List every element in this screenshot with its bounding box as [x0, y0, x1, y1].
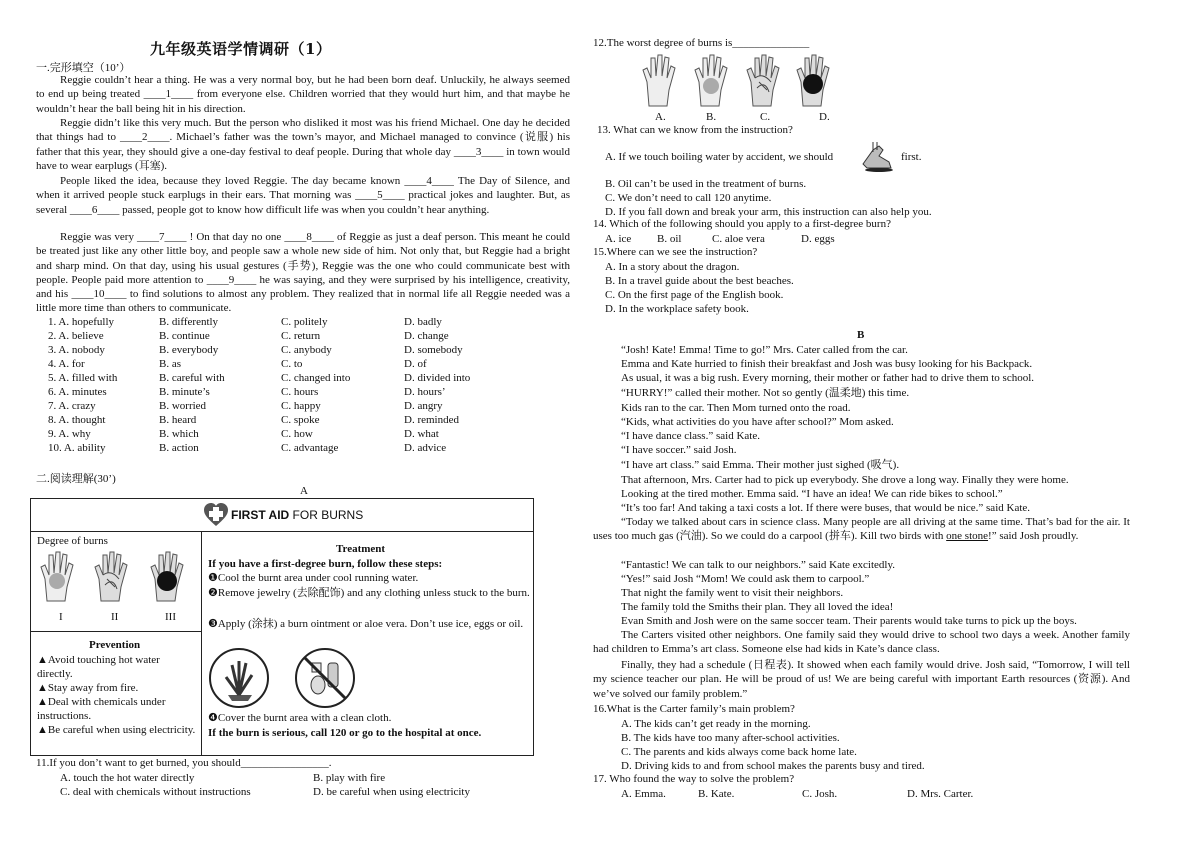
q17-option-a: A. Emma. [621, 788, 666, 800]
q13-option-c: C. We don’t need to call 120 anytime. [605, 192, 772, 204]
option-10d: D. advice [404, 442, 447, 454]
part-a-label: A [300, 485, 308, 497]
treatment-cell [202, 531, 533, 755]
story-b-line-10: That afternoon, Mrs. Carter had to pick up everybody. She drove a long way. Finally they were home. [621, 474, 1069, 486]
option-6a: 6. A. minutes [48, 386, 107, 398]
story-b-line-17: Evan Smith and Josh were on the same soccer team. Their parents would take turns to pick up the boys. [621, 615, 1077, 627]
q11-option-b: B. play with fire [313, 772, 386, 784]
treatment-step-3: ❸Apply (涂抹) a burn ointment or aloe vera. Don’t use ice, eggs or oil. [208, 618, 524, 630]
option-3d: D. somebody [404, 344, 463, 356]
q13-option-a-end: first. [901, 151, 922, 163]
q12-label-a: A. [655, 111, 666, 123]
degree-cell [31, 531, 202, 632]
option-3b: B. everybody [159, 344, 219, 356]
q12-label-d: D. [819, 111, 830, 123]
q17-option-b: B. Kate. [698, 788, 735, 800]
q16-option-d: D. Driving kids to and from school makes the parents busy and tired. [621, 760, 925, 772]
first-aid-cross-icon [203, 502, 229, 528]
story-b-line-2: Emma and Kate hurried to finish their breakfast and Josh was busy looking for his Backpack. [621, 358, 1033, 370]
story-b-line-14: “Yes!” said Josh “Mom! We could ask them to carpool.” [621, 573, 870, 585]
option-9b: B. which [159, 428, 199, 440]
q12-label-b: B. [706, 111, 717, 123]
option-6b: B. minute’s [159, 386, 210, 398]
q12-label-c: C. [760, 111, 771, 123]
q15-option-d: D. In the workplace safety book. [605, 303, 749, 315]
treatment-step-4: ❹Cover the burnt area with a clean cloth. [208, 712, 392, 724]
story-b-paragraph-schedule: Finally, they had a schedule (日程表). It showed when each family would drive. Josh said, “Tomorrow, I will tell my science teacher our plan. He will be proud of us! We are being careful with important Earth resources (资源). And we’ve solved our family problem.” [593, 659, 1130, 700]
first-aid-header [31, 499, 533, 532]
option-5d: D. divided into [404, 372, 471, 384]
option-5c: C. changed into [281, 372, 351, 384]
prevention-item-1: ▲Avoid touching hot water directly. [37, 654, 160, 680]
q17-option-d: D. Mrs. Carter. [907, 788, 974, 800]
degree-ii: II [111, 611, 119, 623]
q17-stem: 17. Who found the way to solve the problem? [593, 773, 795, 785]
aloe-vera-icon [208, 647, 270, 709]
part-b-label: B [857, 329, 865, 341]
option-7b: B. worried [159, 400, 207, 412]
degree-label: Degree of burns [37, 535, 108, 547]
option-4b: B. as [159, 358, 181, 370]
q14-option-c: C. aloe vera [712, 233, 765, 245]
option-2c: C. return [281, 330, 321, 342]
option-4d: D. of [404, 358, 427, 370]
running-water-hand-icon [859, 142, 895, 172]
option-5a: 5. A. filled with [48, 372, 118, 384]
option-2d: D. change [404, 330, 449, 342]
story-b-line-12: “It’s too far! And taking a taxi costs a lot. If there were buses, that would be nice.” said Kate. [621, 502, 1031, 514]
q11-option-c: C. deal with chemicals without instructions [60, 786, 251, 798]
prevention-item-3: ▲Deal with chemicals under instructions. [37, 696, 166, 722]
option-3c: C. anybody [281, 344, 332, 356]
option-2a: 2. A. believe [48, 330, 104, 342]
q13-option-b: B. Oil can’t be used in the treatment of burns. [605, 178, 807, 190]
q12-stem: 12.The worst degree of burns is______________ [593, 37, 810, 49]
q16-option-a: A. The kids can’t get ready in the morning. [621, 718, 811, 730]
option-7d: D. angry [404, 400, 443, 412]
page-title: 九年级英语学情调研（1） [150, 40, 332, 58]
option-4c: C. to [281, 358, 303, 370]
story-b-line-6: “Kids, what activities do you have after school?” Mom asked. [621, 416, 894, 428]
option-8c: C. spoke [281, 414, 320, 426]
option-7a: 7. A. crazy [48, 400, 96, 412]
q11-option-d: D. be careful when using electricity [313, 786, 470, 798]
q15-stem: 15.Where can we see the instruction? [593, 246, 758, 258]
option-6c: C. hours [281, 386, 319, 398]
treatment-title: Treatment [336, 543, 386, 555]
story-b-line-4: “HURRY!” called their mother. Not so gently (温柔地) this time. [621, 387, 910, 399]
story-b-line-1: “Josh! Kate! Emma! Time to go!” Mrs. Cater called from the car. [621, 344, 908, 356]
option-9d: D. what [404, 428, 439, 440]
story-b-paragraph-neighbors: The Carters visited other neighbors. One family said they would drive to school two days a week. Another family had children to Emma’s art class. Someone else had kids in Kate’s dance class. [593, 629, 1130, 656]
option-10a: 10. A. ability [48, 442, 106, 454]
treatment-serious: If the burn is serious, call 120 or go to the hospital at once. [208, 727, 482, 739]
q14-option-a: A. ice [605, 233, 632, 245]
treatment-intro: If you have a first-degree burn, follow these steps: [208, 558, 443, 570]
option-1c: C. politely [281, 316, 328, 328]
hand-degree-1-icon [39, 549, 79, 603]
hand-degree-2-icon [93, 549, 133, 603]
treatment-step-2: ❷Remove jewelry (去除配饰) and any clothing unless stuck to the burn. [208, 587, 530, 599]
q14-stem: 14. Which of the following should you apply to a first-degree burn? [593, 218, 891, 230]
option-1a: 1. A. hopefully [48, 316, 114, 328]
treatment-step-1: ❶Cool the burnt area under cool running water. [208, 572, 419, 584]
q11-stem: 11.If you don’t want to get burned, you should________________. [36, 757, 332, 769]
story-b-line-16: The family told the Smiths their plan. They all loved the idea! [621, 601, 894, 613]
q11-option-a: A. touch the hot water directly [60, 772, 195, 784]
option-8d: D. reminded [404, 414, 459, 426]
story-b-line-15: That night the family went to visit their neighbors. [621, 587, 844, 599]
story-b-paragraph-carpool: “Today we talked about cars in science class. Many people are all driving at the same time. That’s bad for the air. It uses too much gas (汽油). So we could do a carpool (拼车). Kill two birds with one stone!” said Josh proudly. [593, 516, 1130, 543]
option-6d: D. hours’ [404, 386, 446, 398]
option-5b: B. careful with [159, 372, 225, 384]
q15-option-a: A. In a story about the dragon. [605, 261, 740, 273]
option-2b: B. continue [159, 330, 210, 342]
story-b-line-7: “I have dance class.” said Kate. [621, 430, 760, 442]
q13-stem: 13. What can we know from the instruction? [597, 124, 793, 136]
story-b-line-13: “Fantastic! We can talk to our neighbors.” said Kate excitedly. [621, 559, 896, 571]
prevention-title: Prevention [89, 639, 141, 651]
cloze-paragraph-4: Reggie was very ____7____ ! On that day no one ____8____ of Reggie as just a deaf person. This meant he could be treated just like any other little boy, and people saw a whole new side of him. Not only that, but Reggie had a bright and sharp mind. On that day, using his usual gestures (手势), Reggie was the one who could communicate best with people. People paid more attention to ____9____ he was saying, and they were surprised by his intelligence, creativity, and his ____10____ to find solutions to almost any problem. They realized that in normal life all Reggie needed was a little more time than others to communicate. [36, 231, 570, 315]
degree-iii: III [165, 611, 176, 623]
option-8b: B. heard [159, 414, 197, 426]
section2-heading: 二.阅读理解(30’) [36, 473, 116, 485]
hand-degree-3-icon [149, 549, 189, 603]
option-7c: C. happy [281, 400, 321, 412]
story-b-line-9: “I have art class.” said Emma. Their mother just sighed (吸气). [621, 459, 900, 471]
q12-hand-c-icon [745, 52, 785, 108]
no-ice-eggs-oil-icon [294, 647, 356, 709]
first-aid-title: FIRST AID FOR BURNS [231, 508, 364, 522]
option-10b: B. action [159, 442, 199, 454]
option-9a: 9. A. why [48, 428, 91, 440]
story-b-line-11: Looking at the tired mother. Emma said. “I have an idea! We can ride bikes to school.” [621, 488, 1003, 500]
option-1d: D. badly [404, 316, 442, 328]
first-aid-box [30, 498, 534, 756]
option-3a: 3. A. nobody [48, 344, 105, 356]
prevention-item-4: ▲Be careful when using electricity. [37, 724, 196, 736]
cloze-paragraph-2: Reggie didn’t like this very much. But the person who disliked it most was his friend Michael. One day he decided that things had to ____2____. Michael’s father was the town’s mayor, and Michael managed to convince (说服) his father that this year, they should give a one-day festival to deaf people. During that whole day ____3____ in town would have to wear earplugs (耳塞). [36, 117, 570, 172]
q15-option-b: B. In a travel guide about the best beaches. [605, 275, 794, 287]
degree-i: I [59, 611, 63, 623]
option-10c: C. advantage [281, 442, 339, 454]
q13-option-d: D. If you fall down and break your arm, this instruction can also help you. [605, 206, 932, 218]
cloze-paragraph-3: People liked the idea, because they loved Reggie. The day became known ____4____ The Day of Silence, and when it arrived people stuck earplugs in their ears. That morning was ____5____ practical jokes and laughter. But, as several ____6____ passed, people got to know how difficult life was when you couldn’t hear anything. [36, 175, 570, 216]
section1-heading: 一.完形填空（10’） [36, 62, 131, 74]
q16-option-b: B. The kids have too many after-school activities. [621, 732, 840, 744]
story-b-line-8: “I have soccer.” said Josh. [621, 444, 737, 456]
q15-option-c: C. On the first page of the English book. [605, 289, 784, 301]
q12-hand-d-icon [795, 52, 835, 108]
q16-stem: 16.What is the Carter family’s main problem? [593, 703, 795, 715]
q17-option-c: C. Josh. [802, 788, 838, 800]
q16-option-c: C. The parents and kids always come back home late. [621, 746, 857, 758]
cloze-paragraph-1: Reggie couldn’t hear a thing. He was a very normal boy, but he had been born deaf. Unluckily, he always seemed to end up being treated ____1____ from everyone else. Children worried that they would hurt him, and that maybe he wouldn’t hear the ball being hit in his direction. [36, 74, 570, 115]
prevention-item-2: ▲Stay away from fire. [37, 682, 139, 694]
option-4a: 4. A. for [48, 358, 85, 370]
q14-option-d: D. eggs [801, 233, 835, 245]
story-b-line-3: As usual, it was a big rush. Every morning, their mother or father had to drive them to school. [621, 372, 1035, 384]
q13-option-a-text: A. If we touch boiling water by accident, we should [605, 151, 834, 163]
prevention-cell [31, 631, 202, 755]
q14-option-b: B. oil [657, 233, 682, 245]
option-8a: 8. A. thought [48, 414, 106, 426]
story-b-line-5: Kids ran to the car. Then Mom turned onto the road. [621, 402, 851, 414]
option-9c: C. how [281, 428, 313, 440]
q12-hand-b-icon [693, 52, 733, 108]
option-1b: B. differently [159, 316, 219, 328]
q12-hand-a-icon [641, 52, 681, 108]
